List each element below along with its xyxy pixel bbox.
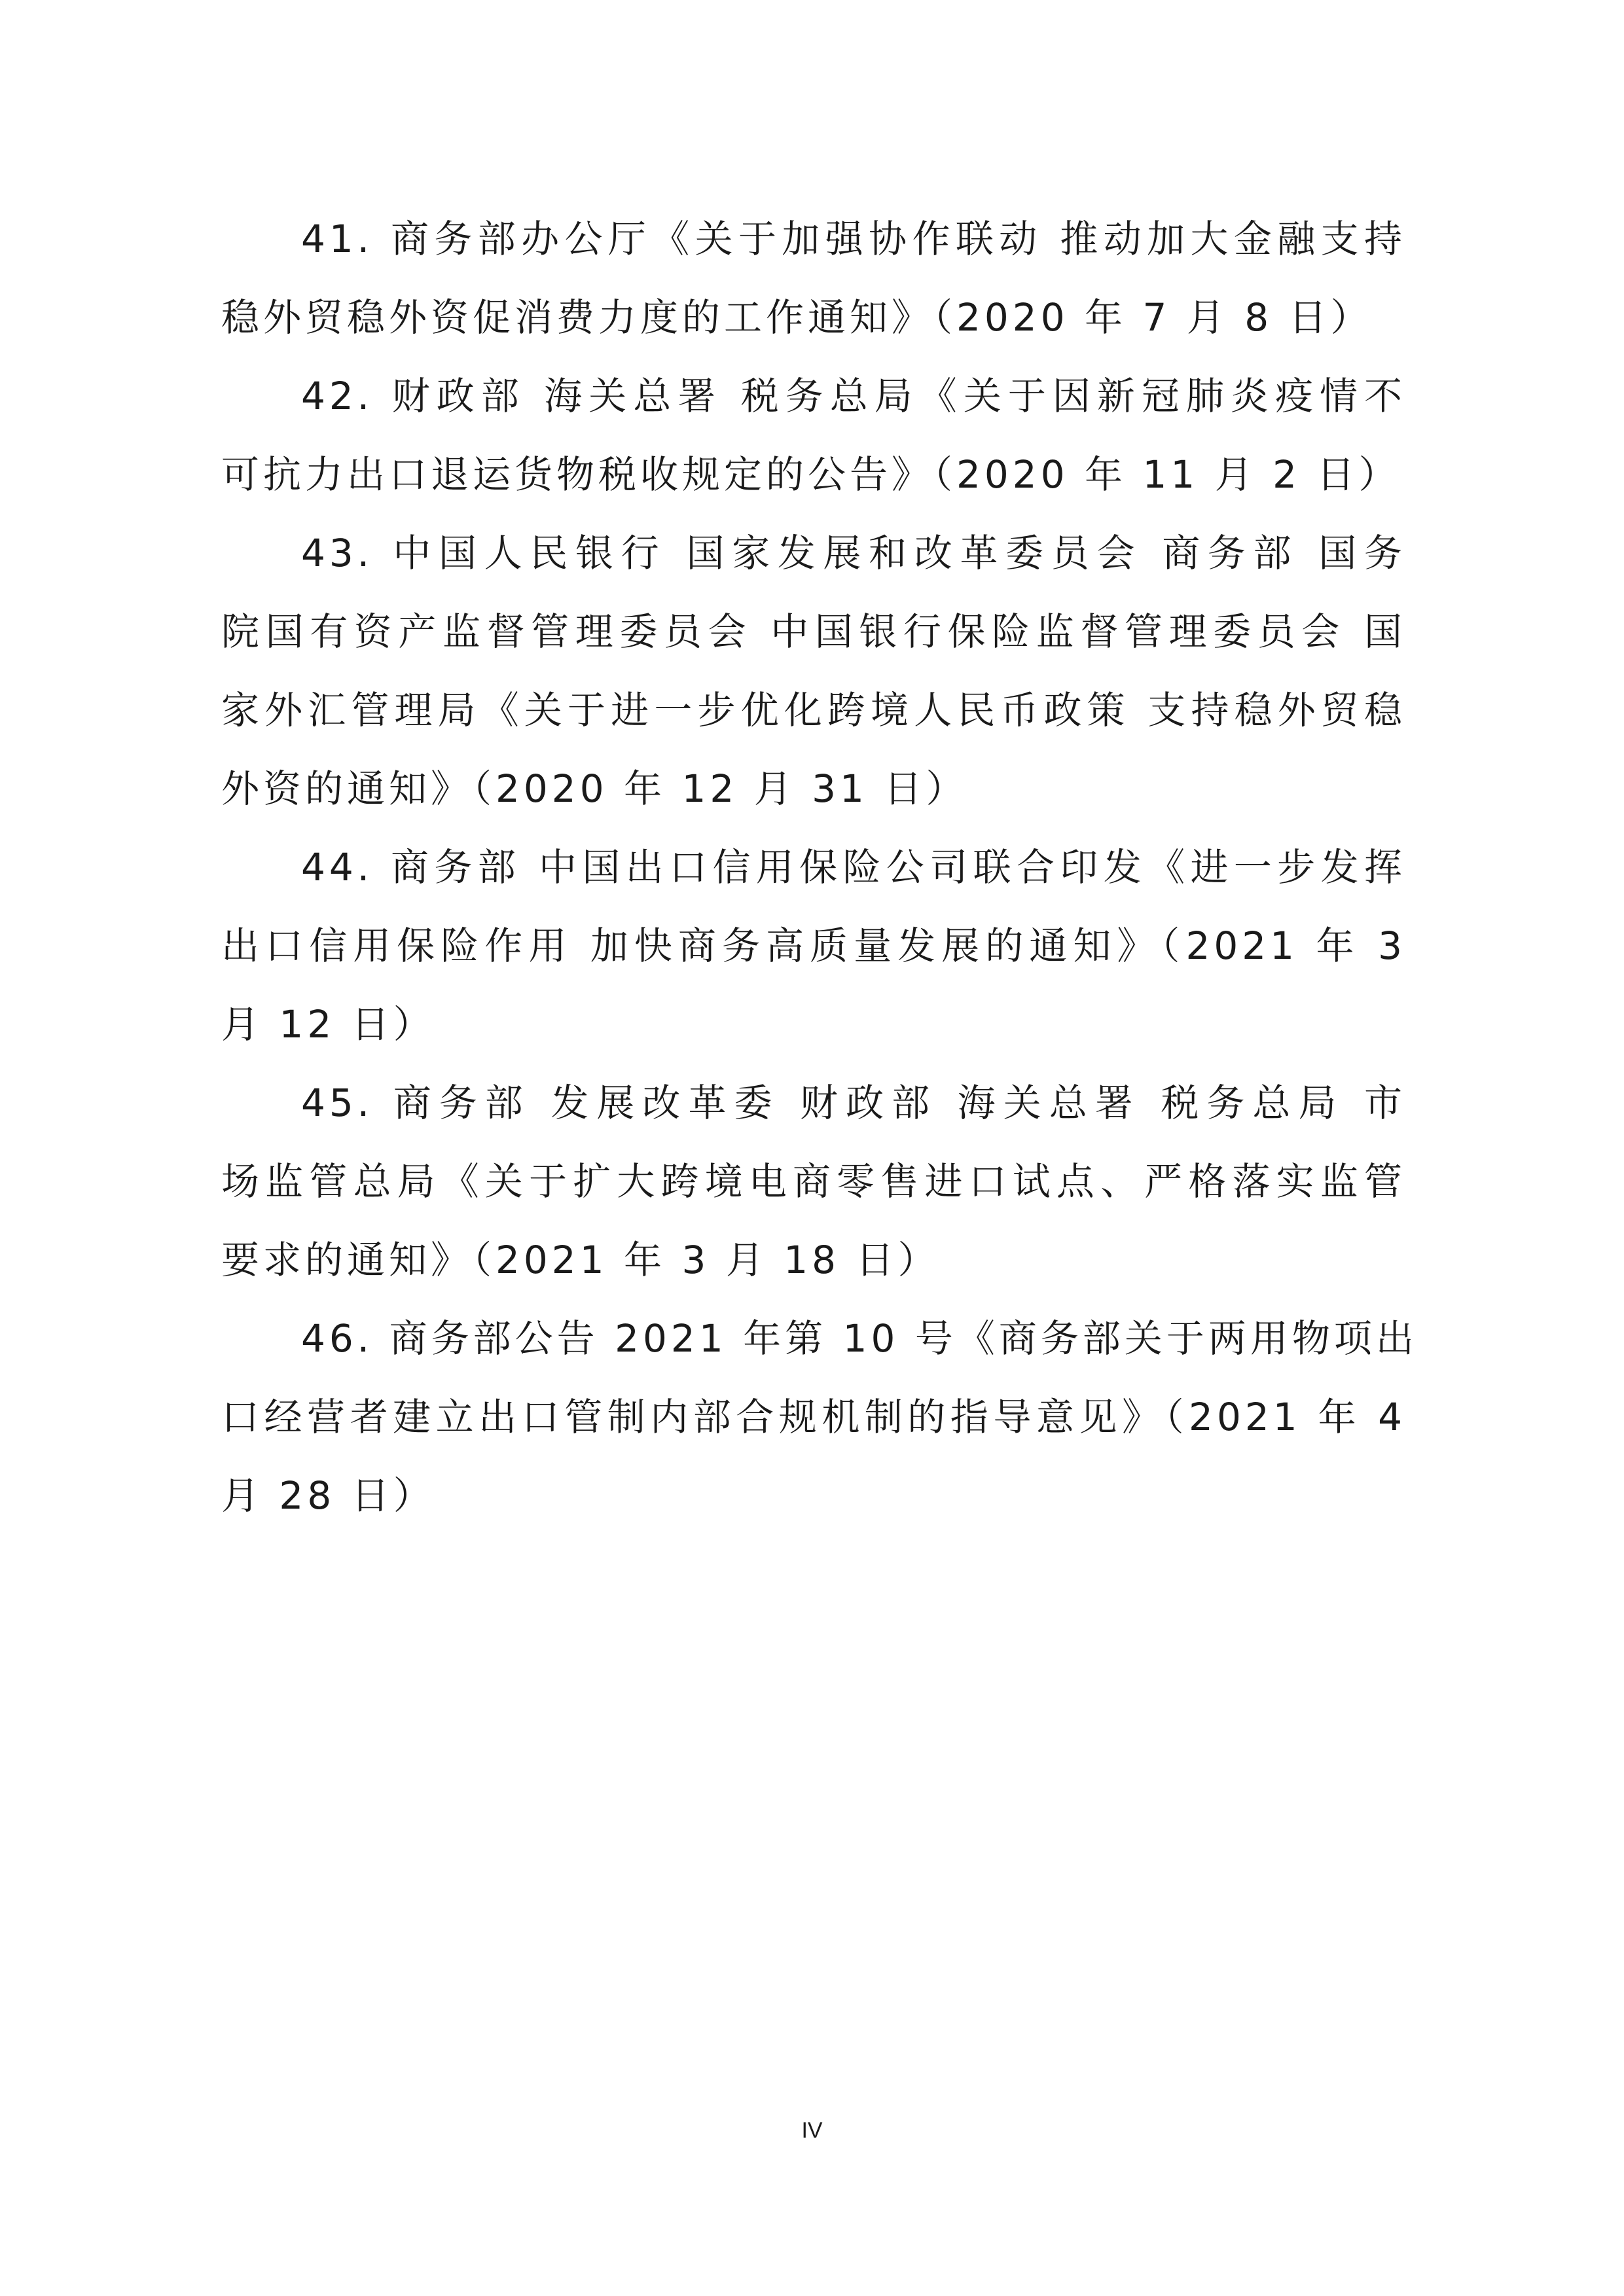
entry-44-line-3: 月 12 日） (221, 1002, 435, 1047)
entry-45-line-2: 场监管总局《关于扩大跨境电商零售进口试点、严格落实监管 (221, 1159, 1406, 1204)
entry-44-line-2: 出口信用保险作用 加快商务高质量发展的通知》（2021 年 3 (221, 924, 1406, 968)
entry-42-line-2: 可抗力出口退运货物税收规定的公告》（2020 年 11 月 2 日） (221, 452, 1401, 497)
entry-43-line-3: 家外汇管理局《关于进一步优化跨境人民币政策 支持稳外贸稳 (221, 688, 1406, 732)
entry-45-line-3: 要求的通知》（2021 年 3 月 18 日） (221, 1238, 940, 1282)
entry-43-line-1: 43. 中国人民银行 国家发展和改革委员会 商务部 国务 (301, 531, 1406, 575)
entry-41-line-1: 41. 商务部办公厅《关于加强协作联动 推动加大金融支持 (301, 217, 1406, 261)
entry-46-line-2: 口经营者建立出口管制内部合规机制的指导意见》（2021 年 4 (221, 1395, 1406, 1439)
entry-44-line-1: 44. 商务部 中国出口信用保险公司联合印发《进一步发挥 (301, 845, 1406, 889)
page-number: IV (801, 2118, 823, 2143)
entry-46-line-1: 46. 商务部公告 2021 年第 10 号《商务部关于两用物项出 (301, 1316, 1418, 1361)
entry-42-line-1: 42. 财政部 海关总署 税务总局《关于因新冠肺炎疫情不 (301, 374, 1406, 418)
entry-46-line-3: 月 28 日） (221, 1473, 435, 1518)
entry-45-line-1: 45. 商务部 发展改革委 财政部 海关总署 税务总局 市 (301, 1081, 1406, 1125)
entry-43-line-2: 院国有资产监督管理委员会 中国银行保险监督管理委员会 国 (221, 609, 1406, 654)
entry-41-line-2: 稳外贸稳外资促消费力度的工作通知》（2020 年 7 月 8 日） (221, 295, 1373, 340)
entry-43-line-4: 外资的通知》（2020 年 12 月 31 日） (221, 766, 968, 811)
